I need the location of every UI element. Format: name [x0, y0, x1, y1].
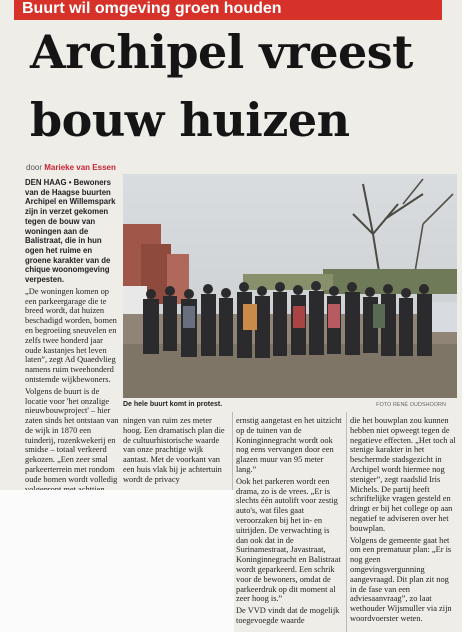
- body-paragraph: ernstig aangetast en het uitzicht op de tuinen van de Koninginnegracht wordt ook nog eens vervangen door een glazen muur van 95 meter lang.”: [236, 416, 342, 474]
- page-edge: [462, 0, 468, 632]
- photo-illustration: [123, 174, 457, 398]
- banner-text: Buurt wil omgeving groen houden: [22, 0, 282, 17]
- dateline: DEN HAAG: [25, 178, 67, 187]
- protest-photo: [123, 174, 457, 398]
- column-4: [350, 416, 456, 626]
- lead-text: • Bewoners van de Haagse buurten Archipel en Willemspark zijn in verzet gekomen tegen de bouw van woningen aan de Balistraat, die in hun ogen het ruime en groene karakter van de chique woonomgeving verpesten.: [25, 178, 116, 285]
- blank-background: [0, 490, 234, 632]
- banner: [14, 0, 442, 20]
- body-paragraph: De VVD vindt dat de mogelijk toegevoegde waarde: [236, 606, 340, 625]
- body-paragraph: ningen van ruim zes meter hoog. Een dramatisch plan die de cultuurhistorische waarde van onze prachtige wijk aantast. Met de voorkant van een huis vlak bij je achtertuin wordt de privacy: [123, 416, 225, 484]
- body-paragraph: Volgens de buurt is de locatie voor 'het onzalige nieuwbouwproject' – hier zaten sinds het ontstaan van de wijk in 1870 een tuinderij, rozenkwekerij en smidse – totaal verkeerd gekozen. „Een zeer smal parkeerterrein met rondom oude bomen wordt volledig: [25, 386, 119, 484]
- headline-line-1: Archipel vreest: [30, 25, 413, 79]
- body-paragraph: „De woningen komen op een parkeergarage die te breed wordt, dat huizen beschadigd worden, bomen en begroeiing sneuvelen en zelfs twee honderd jaar oude kastanjes het leven laten”, zegt Ad Quaedvlieg namens ruim tweehonderd ontstemde wijkbewoners.: [25, 286, 117, 384]
- column-2: [123, 416, 229, 487]
- headline-line-2: bouw huizen: [30, 93, 350, 147]
- column-3: [236, 416, 342, 628]
- byline-author: Marieke van Essen: [44, 163, 116, 172]
- body-paragraph: die het bouwplan zou kunnen hebben niet opweegt tegen de negatieve effecten. „Het toch al stenige karakter in het beschermde stadsgezicht in Archipel wordt hiermee nog steniger”, zegt raadslid Iris Michels. De partij heeft schriftelijke vragen gesteld en dringt er bij het college op aan negatief te adviseren over het bouwplan.: [350, 416, 456, 533]
- photo-credit: FOTO RENÉ OUDSHOORN: [376, 402, 446, 408]
- byline: [26, 163, 116, 172]
- column-1: [25, 178, 119, 516]
- body-paragraph: Ook het parkeren wordt een drama, zo is de vrees. „Er is slechts één autolift voor zestig auto's, wat files gaat veroorzaken bij het in- en uitrijden. De verwachting is dan ook dat in de Surinamestraat, Javastraat, Koninginnegracht en Balistraat wordt geparkeerd. Een schrik voor de bewoners, omdat de parkeerdruk op dit moment al zeer hoog is.”: [236, 476, 341, 604]
- byline-prefix: door: [26, 163, 43, 172]
- lead-paragraph: [25, 178, 119, 285]
- photo-caption: De hele buurt komt in protest.: [123, 401, 223, 408]
- body-paragraph: Volgens de gemeente gaat het om een prematuur plan: „Er is nog geen omgevingsvergunning aangevraagd. Dit plan zit nog in de fase van een adviesaanvraag”, zo laat wethouder Wijsmuller via zijn woordvoerster weten.: [350, 535, 452, 623]
- column-divider: [346, 412, 347, 632]
